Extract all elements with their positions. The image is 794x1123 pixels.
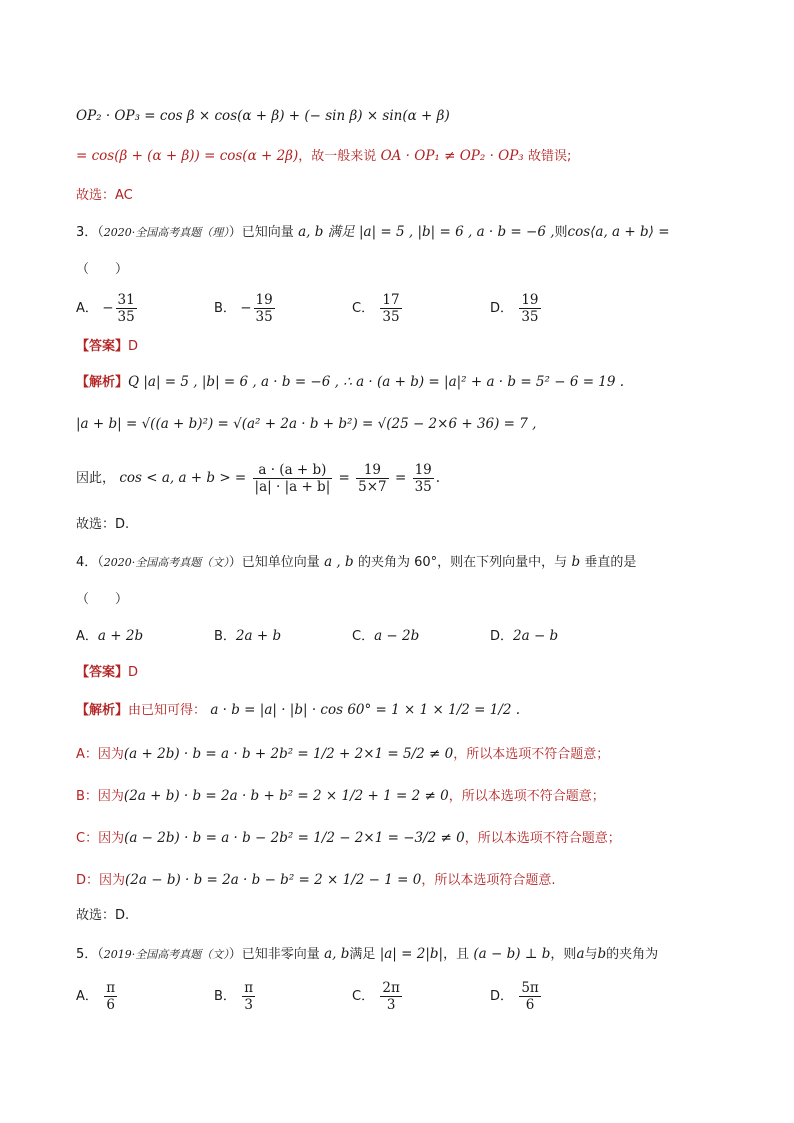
option-label: B． bbox=[214, 629, 236, 644]
q4-paren: （ ） bbox=[76, 592, 129, 607]
q4-vector-b: b bbox=[571, 554, 581, 570]
q4-option-d[interactable] bbox=[490, 626, 558, 647]
text-wrong: 故错误; bbox=[528, 149, 572, 164]
line-formula: (2a + b) · b = 2a · b + b² = 2 × 1/2 + 1 = 2 ≠ 0 bbox=[123, 788, 449, 804]
answer-value: D bbox=[128, 339, 139, 354]
q4-answer bbox=[76, 662, 138, 683]
fraction-denominator: |a| · |a + b| bbox=[254, 479, 331, 495]
q5-with: 与 bbox=[584, 947, 598, 962]
fraction-numerator: 5π bbox=[521, 980, 539, 996]
q3-cos-fraction bbox=[253, 462, 333, 495]
q4-line-c bbox=[76, 828, 621, 849]
answer-label: 【答案】 bbox=[76, 339, 129, 354]
answer-label: 【答案】 bbox=[76, 665, 129, 680]
q3-frac-19-35 bbox=[413, 462, 434, 495]
q3-stem bbox=[76, 222, 670, 243]
option-label: B． bbox=[214, 301, 236, 316]
q5-option-d[interactable] bbox=[490, 980, 543, 1013]
q3-number: 3．（ bbox=[76, 225, 104, 240]
option-fraction bbox=[380, 980, 401, 1013]
line-prefix: D：因为 bbox=[76, 873, 126, 888]
q3-cos-expr: cos⟨a, a + b⟩ = bbox=[567, 224, 670, 240]
q4-stem bbox=[76, 552, 636, 573]
option-label: C． bbox=[352, 989, 375, 1004]
fraction-numerator: 31 bbox=[117, 292, 135, 308]
option-label: D． bbox=[490, 301, 514, 316]
q4-number: 4．（ bbox=[76, 555, 104, 570]
q5-stem-a: ）已知非零向量 bbox=[228, 947, 320, 962]
choose-line-ac: 故选：AC bbox=[76, 188, 133, 203]
formula-line-2 bbox=[76, 146, 571, 167]
fraction-numerator: 19 bbox=[414, 462, 432, 478]
q3-option-c[interactable] bbox=[352, 292, 404, 325]
line-prefix: B：因为 bbox=[76, 789, 124, 804]
q5-option-c[interactable] bbox=[352, 980, 404, 1013]
q3-source: 2020·全国高考真题（理） bbox=[103, 226, 229, 239]
q3-choose: 故选：D. bbox=[76, 517, 130, 532]
fraction-denominator: 6 bbox=[106, 997, 115, 1013]
fraction-denominator: 35 bbox=[117, 309, 135, 325]
q3-conditions: |a| = 5 , |b| = 6 , a · b = −6 , bbox=[358, 224, 555, 240]
q3-analysis-3: 因此， cos < a, a + b > = $\frac{a \cdot (a + b)}{|a| \cdot |a + b|}$ = $\frac{19}{5\times 7}$ = $\frac{19}{35}$ . bbox=[76, 462, 441, 495]
option-value: 2a + b bbox=[235, 628, 282, 644]
option-fraction bbox=[242, 980, 255, 1013]
option-label: A． bbox=[76, 629, 98, 644]
option-label: A． bbox=[76, 301, 98, 316]
q3-option-b[interactable]: B． − $\frac{19}{35}$ bbox=[214, 292, 273, 325]
q3-frac-19-5x7 bbox=[356, 462, 389, 495]
q3-analysis-2: |a + b| = √((a + b)²) = √(a² + 2a · b + b²) = √(25 − 2×6 + 36) = 7 , bbox=[76, 416, 537, 432]
q4-option-b[interactable] bbox=[214, 626, 281, 647]
fraction-denominator: 35 bbox=[414, 479, 432, 495]
option-fraction bbox=[519, 980, 540, 1013]
q5-angle: 的夹角为 bbox=[606, 947, 659, 962]
q4-analysis-0 bbox=[76, 700, 520, 721]
fraction-denominator: 35 bbox=[382, 309, 400, 325]
q4-perpendicular: 垂直的是 bbox=[584, 555, 637, 570]
option-label: C． bbox=[352, 301, 375, 316]
q3-c-fraction bbox=[380, 292, 401, 325]
option-value: 2a − b bbox=[513, 628, 559, 644]
q4-stem-a: ）已知单位向量 bbox=[228, 555, 320, 570]
formula-line-1 bbox=[76, 106, 450, 126]
q4-half: 1/2 = 1/2 . bbox=[448, 702, 521, 718]
q4-option-c[interactable] bbox=[352, 626, 419, 647]
q4-line-b bbox=[76, 786, 605, 807]
formula-cos-sum: = cos(β + (α + β)) = cos(α + 2β) bbox=[76, 148, 299, 164]
q3-option-a[interactable]: A． − $\frac{31}{35}$ bbox=[76, 292, 135, 325]
fraction-numerator: 17 bbox=[382, 292, 400, 308]
line-prefix: C：因为 bbox=[76, 831, 125, 846]
option-label: D． bbox=[490, 989, 514, 1004]
analysis-label: 【解析】 bbox=[76, 703, 129, 718]
q3-b-fraction bbox=[254, 292, 275, 325]
line-conclusion: ，所以本选项不符合题意； bbox=[464, 831, 621, 846]
q5-number: 5．（ bbox=[76, 947, 104, 962]
q4-vectors: a , b bbox=[324, 554, 354, 570]
q3-then: 则 bbox=[554, 225, 568, 240]
line-formula: (2a − b) · b = 2a · b − b² = 2 × 1/2 − 1 = 0 bbox=[125, 872, 422, 888]
q3-therefore: 因此， bbox=[76, 471, 116, 486]
q3-vectors: a, b 满足 bbox=[298, 224, 355, 240]
line-conclusion: ，所以本选项符合题意. bbox=[421, 873, 556, 888]
analysis-label: 【解析】 bbox=[76, 375, 129, 390]
q4-line-d bbox=[76, 870, 555, 891]
text-general: ，故一般来说 bbox=[298, 149, 377, 164]
q3-answer bbox=[76, 336, 138, 357]
option-label: A． bbox=[76, 989, 98, 1004]
fraction-denominator: 35 bbox=[255, 309, 273, 325]
q5-b: b bbox=[597, 946, 607, 962]
line-conclusion: ，所以本选项不符合题意； bbox=[453, 747, 610, 762]
fraction-denominator: 3 bbox=[386, 997, 396, 1013]
line-prefix: A：因为 bbox=[76, 747, 124, 762]
fraction-numerator: 19 bbox=[255, 292, 273, 308]
q5-stem bbox=[76, 944, 658, 965]
formula-op2-op3: OP₂ · OP₃ = cos β × cos(α + β) + (− sin β) × sin(α + β) bbox=[76, 108, 450, 124]
q4-stem-c: 的夹角为 60°，则在下列向量中，与 bbox=[357, 555, 568, 570]
q5-vectors: a, b bbox=[324, 946, 350, 962]
q3-stem-a: ）已知向量 bbox=[228, 225, 294, 240]
option-value: a + 2b bbox=[97, 628, 144, 644]
option-label: B． bbox=[214, 989, 236, 1004]
option-label: D． bbox=[490, 629, 514, 644]
answer-value: D bbox=[128, 665, 139, 680]
q5-magnitude: |a| = 2|b| bbox=[379, 946, 444, 962]
q5-and: ，且 bbox=[443, 947, 470, 962]
q5-then: ，则 bbox=[550, 947, 577, 962]
q5-perp: (a − b) ⊥ b bbox=[473, 946, 551, 962]
fraction-denominator: 3 bbox=[244, 997, 253, 1013]
q4-choose: 故选：D. bbox=[76, 908, 130, 923]
fraction-numerator: π bbox=[106, 980, 116, 996]
q3-paren: （ ） bbox=[76, 262, 129, 277]
q4-option-a[interactable] bbox=[76, 626, 143, 647]
line-formula: (a − 2b) · b = a · b − 2b² = 1/2 − 2×1 = −3/2 ≠ 0 bbox=[124, 830, 465, 846]
fraction-numerator: 2π bbox=[382, 980, 400, 996]
formula-inequality: OA · OP₁ ≠ OP₂ · OP₃ bbox=[380, 148, 524, 164]
fraction-denominator: 35 bbox=[521, 309, 539, 325]
line-conclusion: ，所以本选项不符合题意； bbox=[448, 789, 605, 804]
fraction-numerator: a · (a + b) bbox=[253, 462, 333, 479]
q4-source: 2020·全国高考真题（文） bbox=[103, 556, 229, 569]
q3-analysis-formula-1: Q |a| = 5 , |b| = 6 , a · b = −6 , ∴ a · (a + b) = |a|² + a · b = 5² − 6 = 19 . bbox=[128, 374, 625, 390]
q5-source: 2019·全国高考真题（文） bbox=[103, 948, 229, 961]
q5-satisfy: 满足 bbox=[349, 947, 376, 962]
option-value: a − 2b bbox=[374, 628, 420, 644]
fraction-numerator: 19 bbox=[356, 462, 389, 479]
q5-option-a[interactable] bbox=[76, 980, 119, 1013]
q5-option-b[interactable] bbox=[214, 980, 257, 1013]
q3-option-d[interactable] bbox=[490, 292, 543, 325]
q4-given: 由已知可得： bbox=[128, 703, 207, 718]
fraction-denominator: 6 bbox=[525, 997, 535, 1013]
option-fraction bbox=[104, 980, 117, 1013]
q3-analysis-1 bbox=[76, 372, 624, 393]
line-formula: (a + 2b) · b = a · b + 2b² = 1/2 + 2×1 = 5/2 ≠ 0 bbox=[123, 746, 454, 762]
q4-line-a bbox=[76, 744, 609, 765]
q4-dot-product: a · b = |a| · |b| · cos 60° = 1 × 1 × bbox=[210, 702, 444, 718]
option-label: C． bbox=[352, 629, 375, 644]
q3-a-fraction bbox=[116, 292, 137, 325]
fraction-numerator: 19 bbox=[521, 292, 539, 308]
q3-d-fraction bbox=[519, 292, 540, 325]
q5-a: a bbox=[576, 946, 585, 962]
fraction-denominator: 5×7 bbox=[358, 479, 387, 495]
fraction-numerator: π bbox=[244, 980, 254, 996]
